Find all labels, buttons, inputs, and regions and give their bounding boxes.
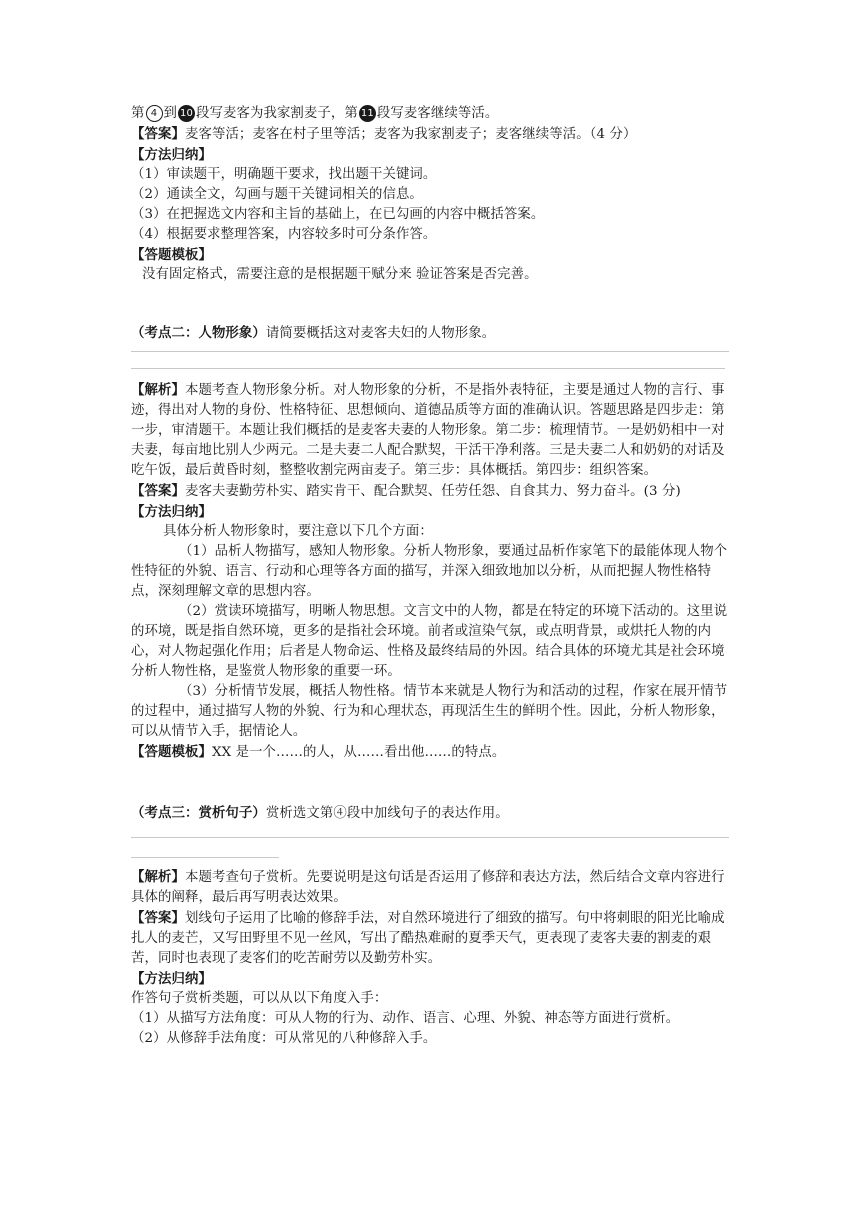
- heading-label: （考点三：赏析句子）: [131, 805, 266, 821]
- section2-method-intro: 具体分析人物形象时，要注意以下几个方面：: [163, 524, 433, 539]
- section2-method-item: （3）分析情节发展，概括人物性格。情节本来就是人物行为和活动的过程，作家在展开情节的过程中，通过描写人物的外貌、行为和心理状态，再现活生生的鲜明个性。因此，分析人物形象，可以从情节入手，据情论人。: [131, 684, 728, 739]
- section1-method-item: （2）通读全文，勾画与题干关键词相关的信息。: [131, 187, 423, 202]
- section2-heading: [131, 323, 731, 344]
- answer-text: 麦客夫妻勤劳朴实、踏实肯干、配合默契、任劳任怨、自食其力、努力奋斗。(3 分): [184, 484, 681, 499]
- analysis-text: 本题考查句子赏析。先要说明是这句话是否运用了修辞和表达方法，然后结合文章内容进行具体的阐释，最后再写明表达效果。: [131, 870, 725, 905]
- circled-number-11: 11: [359, 105, 376, 122]
- section1-method-item: （4）根据要求整理答案，内容较多时可分条作答。: [131, 227, 437, 242]
- spacer: [131, 763, 731, 803]
- analysis-text: 本题考查人物形象分析。对人物形象的分析，不是指外表特征，主要是通过人物的言行、事迹，得出对人物的身份、性格特征、思想倾向、道德品质等方面的准确认识。答题思路是四步走：第一步，审清题干。本题让我们概括的是麦客夫妻的人物形象。第二步：梳理情节。一是奶奶相中一对夫妻，每亩地比别人少两元。二是夫妻二人配合默契，干活干净利落。三是夫妻二人和奶奶的对话及吃午饭，最后黄昏时刻，整整收割完两亩麦子。第三步：具体概括。第四步：组织答案。: [131, 383, 725, 478]
- section3-heading: [131, 803, 731, 824]
- section2-method-label: 【方法归纳】: [131, 504, 212, 520]
- section2-method-item: （2）赏读环境描写，明晰人物思想。文言文中的人物，都是在特定的环境下活动的。这里说的环境，既是指自然环境，更多的是指社会环境。前者或渲染气氛，或点明背景，或烘托人物的内心，对人物起强化作用；后者是人物命运、性格及最终结局的外因。结合具体的环境尤其是社会环境分析人物性格，是鉴赏人物形象的重要一环。: [131, 604, 728, 679]
- section3-answer: [131, 908, 731, 969]
- circled-number-4: 4: [146, 105, 163, 122]
- template-label: 【答题模板】: [131, 744, 212, 760]
- section3-analysis: [131, 867, 731, 908]
- section2-method-item: （1）品析人物描写，感知人物形象。分析人物形象，要通过品析作家笔下的最能体现人物个性特征的外貌、语言、行动和心理等各方面的描写，并深入细致地加以分析，从而把握人物性格特点，深刻理解文章的思想内容。: [131, 544, 728, 599]
- answer-label: 【答案】: [131, 910, 185, 926]
- answer-text: 划线句子运用了比喻的修辞手法，对自然环境进行了细致的描写。句中将刺眼的阳光比喻成扎人的麦芒，又写田野里不见一丝风，写出了酷热难耐的夏季天气，更表现了麦客夫妻的割麦的艰苦，同时也表现了麦客们的吃苦耐劳以及勤劳朴实。: [131, 911, 725, 966]
- circled-number-10: 10: [178, 105, 195, 122]
- heading-text: 赏析选文第④段中加线句子的表达作用。: [265, 806, 509, 821]
- analysis-label: 【解析】: [131, 869, 185, 885]
- intro-text-2: 到: [163, 106, 177, 121]
- section3-method-intro: 作答句子赏析类题，可以从以下角度入手：: [131, 991, 388, 1006]
- spacer: [131, 285, 731, 323]
- heading-text: 请简要概括这对麦客夫妇的人物形象。: [265, 326, 496, 341]
- section1-method-item: （1）审读题干，明确题干要求，找出题干关键词。: [131, 167, 437, 182]
- answer-label: 【答案】: [131, 483, 185, 499]
- document-body: [131, 104, 731, 1049]
- section3-method-item: （2）从修辞手法角度：可从常见的八种修辞入手。: [131, 1031, 437, 1046]
- section1-answer: [131, 124, 731, 145]
- section2-template: [131, 742, 731, 763]
- answer-label: 【答案】: [131, 126, 185, 142]
- answer-text: 麦客等活；麦客在村子里等活；麦客为我家割麦子；麦客继续等活。（4 分）: [184, 127, 637, 142]
- intro-text-4: 段写麦客继续等活。: [376, 106, 499, 121]
- intro-text-1: 第: [131, 106, 145, 121]
- section1-template-text: 没有固定格式，需要注意的是根据题干赋分来 验证答案是否完善。: [142, 267, 538, 282]
- intro-text-3: 段写麦客为我家割麦子，第: [196, 106, 358, 121]
- section3-method-label: 【方法归纳】: [131, 971, 212, 987]
- analysis-label: 【解析】: [131, 382, 185, 398]
- section1-template-label: 【答题模板】: [131, 247, 212, 263]
- template-text: XX 是一个……的人，从……看出他……的特点。: [211, 745, 506, 760]
- section1-method-item: （3）在把握选文内容和主旨的基础上，在已勾画的内容中概括答案。: [131, 207, 545, 222]
- section3-method-item: （1）从描写方法角度：可从人物的行为、动作、语言、心理、外貌、神态等方面进行赏析。: [131, 1011, 680, 1026]
- section1-method-label: 【方法归纳】: [131, 147, 212, 163]
- section1-intro: [131, 104, 731, 124]
- heading-label: （考点二：人物形象）: [131, 325, 266, 341]
- section2-analysis: [131, 380, 731, 481]
- section2-answer: [131, 481, 731, 502]
